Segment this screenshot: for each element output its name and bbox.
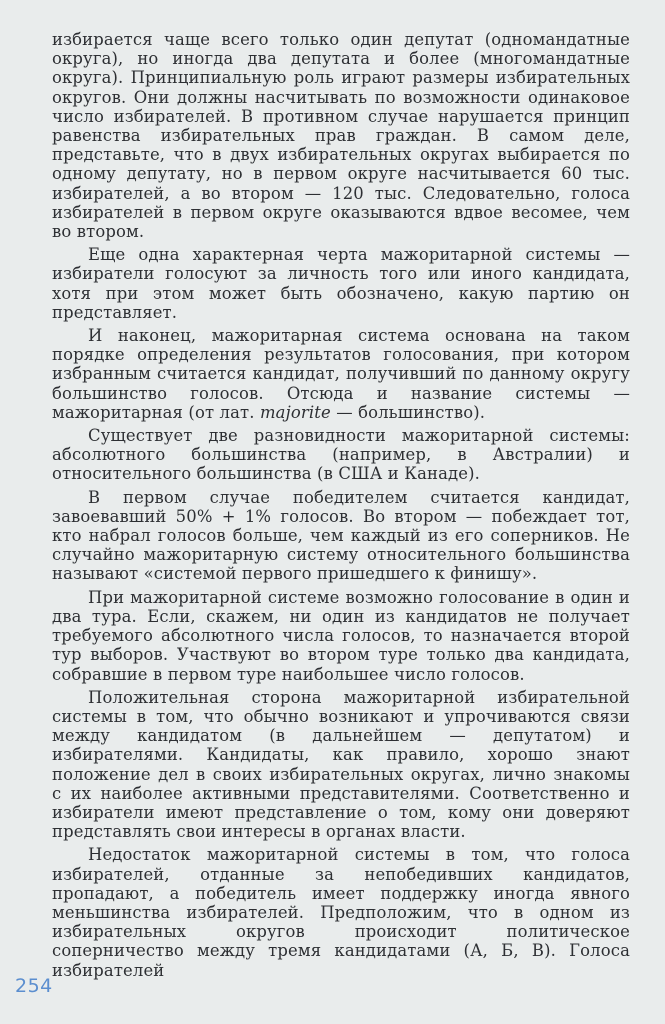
- paragraph-5: В первом случае победителем считается кандидат, завоевавший 50% + 1% голосов. Во втором — побеждает тот, кто набрал голосов больше, чем каждый из его соперников. Не случайно мажоритарную систему относительного большинства называют «системой первого пришедшего к финишу».: [52, 487, 630, 584]
- paragraph-7: Положительная сторона мажоритарной избирательной системы в том, что обычно возникают и упрочиваются связи между кандидатом (в дальнейшем — депутатом) и избирателями. Кандидаты, как правило, хорошо знают положение дел в своих избирательных округах, лично знакомы с их наиболее активными представителями. Соответственно и избиратели имеют представление о том, кому они доверяют представлять свои интересы в органах власти.: [52, 687, 630, 842]
- paragraph-8: Недостаток мажоритарной системы в том, что голоса избирателей, отданные за непобедивших кандидатов, пропадают, а победитель имеет поддержку иногда явного меньшинства избирателей. Предположим, что в одном из избирательных округов происходит политическое соперничество между тремя кандидатами (А, Б, В). Голоса избирателей: [52, 845, 630, 980]
- page-number: 254: [15, 975, 53, 997]
- paragraph-4: Существует две разновидности мажоритарной системы: абсолютного большинства (например, в Австралии) и относительного большинства (в США и Канаде).: [52, 426, 630, 484]
- paragraph-2: Еще одна характерная черта мажоритарной системы — избиратели голосуют за личность того или иного кандидата, хотя при этом может быть обозначено, какую партию он представляет.: [52, 245, 630, 322]
- paragraph-1: избирается чаще всего только один депутат (одномандатные округа), но иногда два депутата и более (многомандатные округа). Принципиальную роль играют размеры избирательных округов. Они должны насчитывать по возможности одинаковое число избирателей. В противном случае нарушается принцип равенства избирательных прав граждан. В самом деле, представьте, что в двух избирательных округах выбирается по одному депутату, но в первом округе насчитывается 60 тыс. избирателей, а во втором — 120 тыс. Следовательно, голоса избирателей в первом округе оказываются вдвое весомее, чем во втором.: [52, 30, 630, 242]
- paragraph-3-text-before: И наконец, мажоритарная система основана на таком порядке определения результатов голосования, при котором избранным считается кандидат, получивший по данному округу большинство голосов. Отсюда и название системы — мажоритарная (от лат.: [52, 326, 630, 422]
- paragraph-3: [52, 326, 630, 422]
- paragraph-3-italic-term: majorite: [259, 402, 331, 422]
- page-body: [52, 30, 630, 984]
- paragraph-6: При мажоритарной системе возможно голосование в один и два тура. Если, скажем, ни один из кандидатов не получает требуемого абсолютного числа голосов, то назначается второй тур выборов. Участвуют во втором туре только два кандидата, собравшие в первом туре наибольшее число голосов.: [52, 587, 630, 684]
- paragraph-3-text-after: — большинство).: [330, 402, 486, 422]
